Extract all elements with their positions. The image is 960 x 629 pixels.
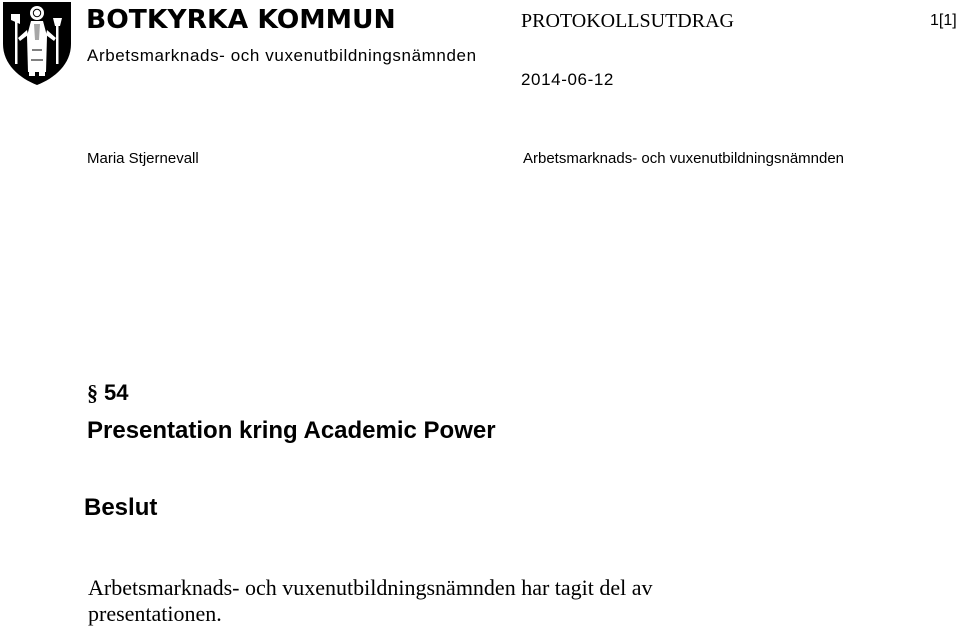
decision-text-line-2: presentationen. xyxy=(88,601,222,626)
document-type: PROTOKOLLSUTDRAG xyxy=(521,10,734,32)
signer-name: Maria Stjernevall xyxy=(87,150,199,167)
paragraph-number xyxy=(87,380,128,406)
page-number: 1[1] xyxy=(930,12,957,29)
committee-name: Arbetsmarknads- och vuxenutbildningsnämnden xyxy=(87,46,477,65)
organization-name: BOTKYRKA KOMMUN xyxy=(86,5,396,35)
coat-of-arms-logo xyxy=(0,0,74,86)
document-date: 2014-06-12 xyxy=(521,70,614,89)
decision-text xyxy=(88,575,748,627)
agenda-item-title: Presentation kring Academic Power xyxy=(87,417,496,444)
decision-text-line-1: Arbetsmarknads- och vuxenutbildningsnämnden har tagit del av xyxy=(88,575,653,600)
section-sign: § xyxy=(87,380,98,405)
paragraph-number-value: 54 xyxy=(104,380,129,405)
recipient-body: Arbetsmarknads- och vuxenutbildningsnämnden xyxy=(523,150,845,167)
decision-heading: Beslut xyxy=(84,494,158,521)
